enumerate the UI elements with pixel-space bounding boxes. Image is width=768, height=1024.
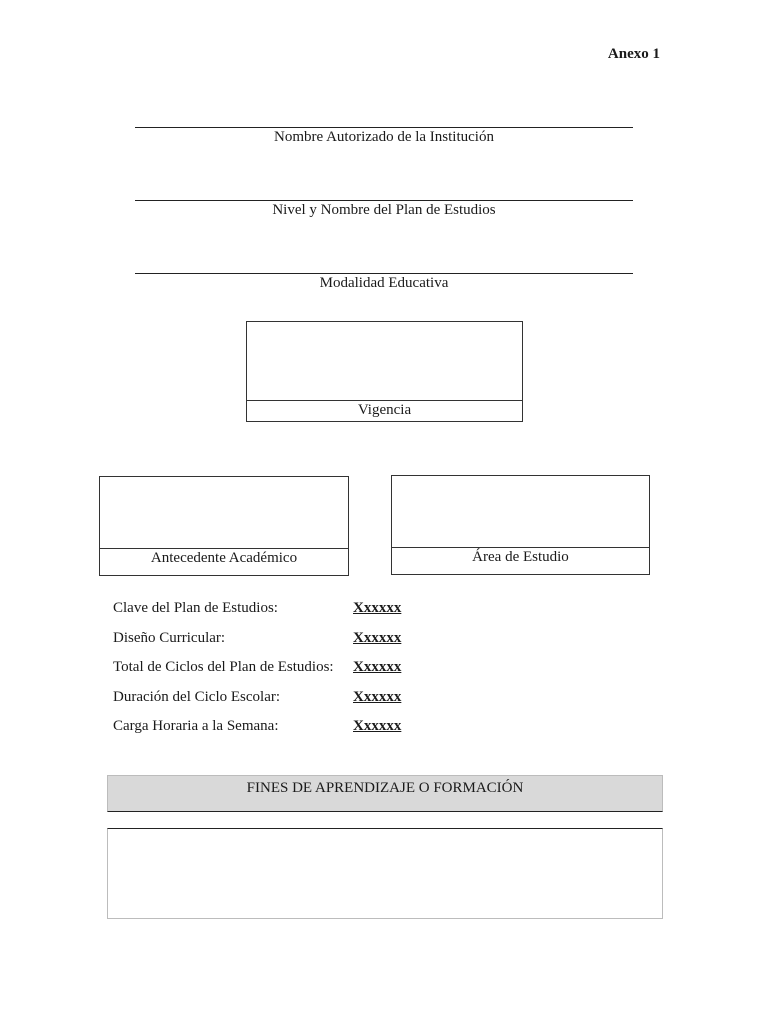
learning-goals-body[interactable] [107, 828, 663, 919]
educational-modality-caption: Modalidad Educativa [319, 275, 449, 291]
study-area-input-area[interactable] [392, 476, 649, 548]
detail-row-curricular-design [113, 628, 533, 658]
detail-value: Xxxxxx [353, 600, 402, 616]
detail-label: Clave del Plan de Estudios: [113, 600, 278, 616]
study-plan-caption: Nivel y Nombre del Plan de Estudios [272, 202, 496, 218]
detail-value: Xxxxxx [353, 688, 402, 705]
detail-row-weekly-hours [113, 716, 533, 746]
study-area-caption: Área de Estudio [472, 549, 569, 565]
study-plan-field[interactable] [135, 200, 633, 219]
detail-label: Total de Ciclos del Plan de Estudios: [113, 659, 334, 675]
detail-row-plan-key [113, 598, 533, 628]
detail-label: Duración del Ciclo Escolar: [113, 688, 281, 705]
detail-label: Diseño Curricular: [113, 629, 226, 646]
validity-box [246, 321, 523, 422]
validity-caption: Vigencia [357, 402, 412, 418]
detail-label: Carga Horaria a la Semana: [113, 718, 279, 734]
study-area-box [391, 475, 650, 575]
detail-value: Xxxxxx [353, 718, 402, 734]
detail-value: Xxxxxx [353, 659, 402, 675]
annex-label: Anexo 1 [607, 46, 660, 62]
academic-background-input-area[interactable] [100, 477, 348, 549]
learning-goals-header: FINES DE APRENDIZAJE O FORMACIÓN [107, 775, 663, 812]
academic-background-caption: Antecedente Académico [150, 550, 298, 566]
detail-row-cycle-duration [113, 687, 533, 717]
detail-row-total-cycles [113, 657, 533, 687]
institution-name-caption: Nombre Autorizado de la Institución [274, 129, 494, 145]
institution-name-field[interactable] [135, 127, 633, 146]
validity-input-area[interactable] [247, 322, 522, 401]
plan-details-list [113, 598, 533, 746]
academic-background-box [99, 476, 349, 576]
educational-modality-field[interactable] [135, 273, 633, 292]
detail-value: Xxxxxx [353, 629, 402, 646]
